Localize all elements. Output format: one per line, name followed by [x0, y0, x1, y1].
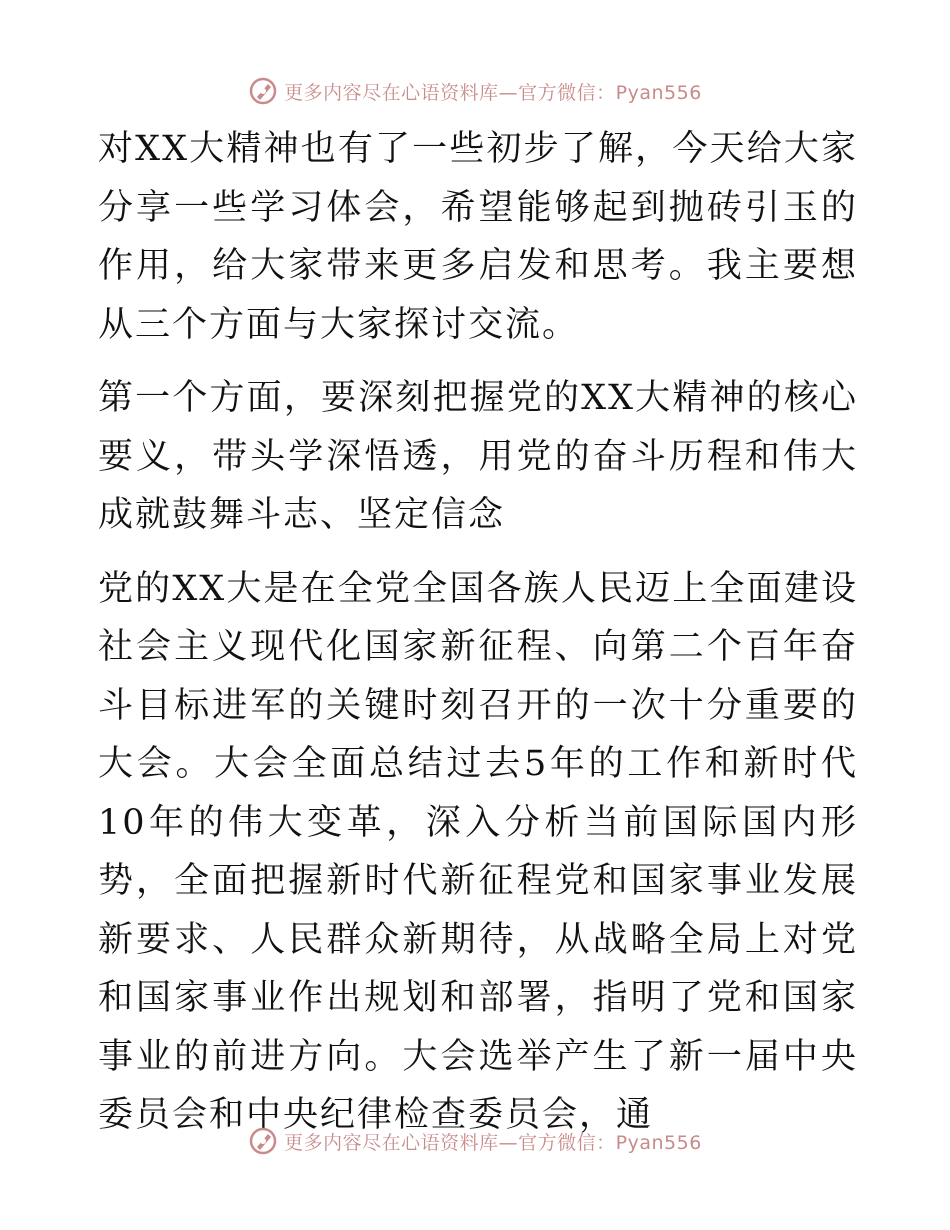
pen-logo-icon	[248, 76, 278, 106]
footer-watermark	[0, 1121, 950, 1161]
header-watermark	[0, 71, 950, 111]
pen-logo-icon	[248, 1126, 278, 1156]
watermark-text: 更多内容尽在心语资料库—官方微信：Pyan556	[284, 1131, 702, 1154]
watermark-text: 更多内容尽在心语资料库—官方微信：Pyan556	[284, 81, 702, 104]
document-body	[98, 120, 858, 1145]
paragraph-intro: 对XX大精神也有了一些初步了解，今天给大家分享一些学习体会，希望能够起到抛砖引玉的作用，给大家带来更多启发和思考。我主要想从三个方面与大家探讨交流。	[98, 129, 858, 345]
paragraph-section-heading: 第一个方面，要深刻把握党的XX大精神的核心要义，带头学深悟透，用党的奋斗历程和伟大成就鼓舞斗志、坚定信念	[98, 378, 858, 535]
paragraph-body: 党的XX大是在全党全国各族人民迈上全面建设社会主义现代化国家新征程、向第二个百年奋斗目标进军的关键时刻召开的一次十分重要的大会。大会全面总结过去5年的工作和新时代10年的伟大变革，深入分析当前国际国内形势，全面把握新时代新征程党和国家事业发展新要求、人民群众新期待，从战略全局上对党和国家事业作出规划和部署，指明了党和国家事业的前进方向。大会选举产生了新一届中央委员会和中央纪律检查委员会，通	[98, 568, 858, 1135]
